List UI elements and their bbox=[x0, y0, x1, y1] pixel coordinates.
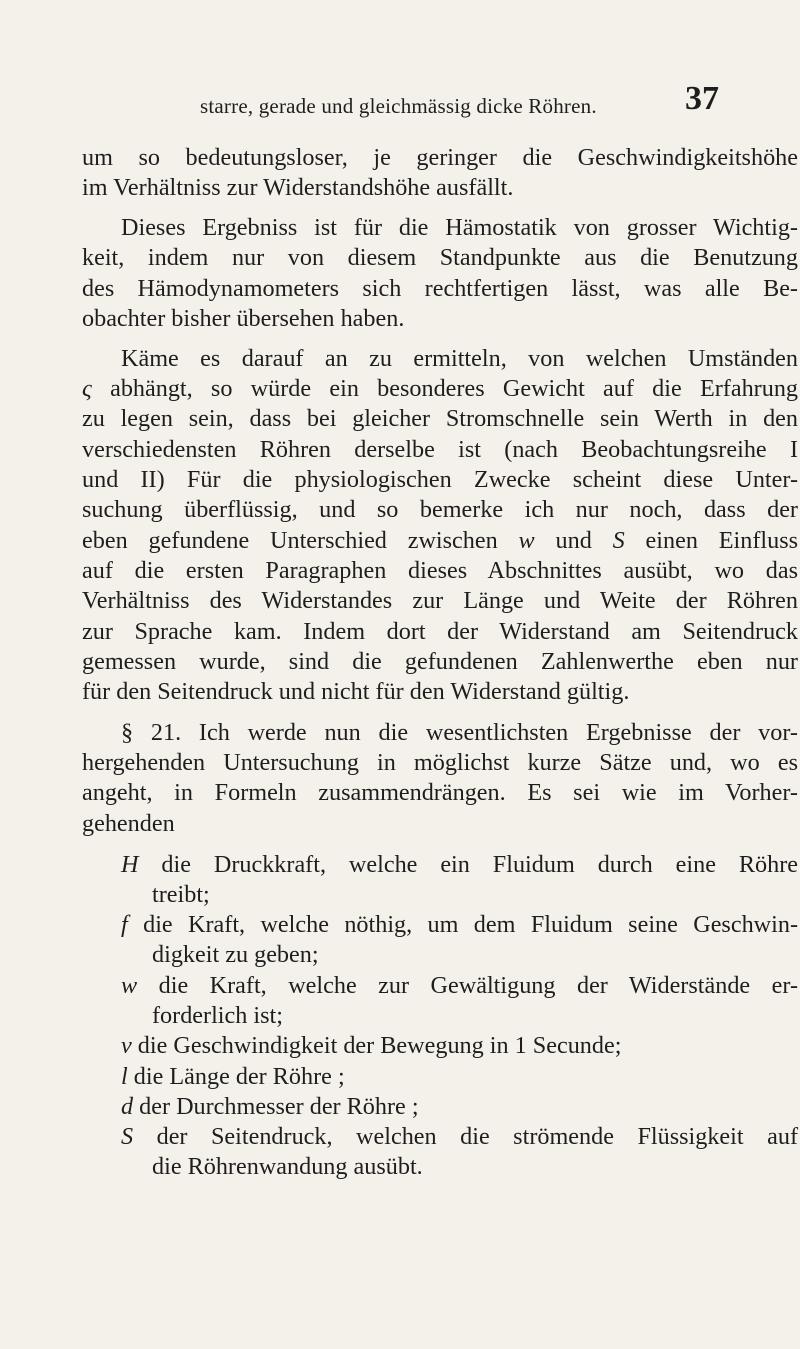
definition-symbol: f bbox=[121, 911, 128, 938]
text-line: suchung überflüssig, und so bemerke ich nur noch, dass der bbox=[82, 496, 798, 523]
text-line: zur Sprache kam. Indem dort der Widerstand am Seitendruck bbox=[82, 618, 798, 645]
definition-continuation: treibt; bbox=[152, 881, 210, 908]
text-line: Käme es darauf an zu ermitteln, von welchen Umständen bbox=[121, 345, 798, 372]
text-line: auf die ersten Paragraphen dieses Abschnittes ausübt, wo das bbox=[82, 557, 798, 584]
section-paragraph-start: § 21. Ich werde nun die wesentlichsten Ergebnisse der vor- bbox=[121, 719, 798, 746]
text-line: zu legen sein, dass bei gleicher Stromschnelle sein Werth in den bbox=[82, 405, 798, 432]
w-symbol: w bbox=[518, 527, 535, 554]
definition-item: H die Druckkraft, welche ein Fluidum durch eine Röhre bbox=[121, 851, 798, 878]
running-head: starre, gerade und gleichmässig dicke Röhren. bbox=[200, 94, 597, 118]
definition-symbol: S bbox=[121, 1123, 134, 1150]
text-line: um so bedeutungsloser, je geringer die Geschwindigkeitshöhe bbox=[82, 144, 798, 171]
text-line: angeht, in Formeln zusammendrängen. Es sei wie im Vorher- bbox=[82, 779, 798, 806]
S-symbol: S bbox=[612, 527, 625, 554]
text-line: des Hämodynamometers sich rechtfertigen lässt, was alle Be- bbox=[82, 275, 798, 302]
text-line: gehenden bbox=[82, 810, 175, 837]
text-line: obachter bisher übersehen haben. bbox=[82, 305, 405, 332]
text-line: im Verhältniss zur Widerstandshöhe ausfällt. bbox=[82, 174, 514, 201]
definition-symbol: d bbox=[121, 1093, 134, 1120]
text-line: Dieses Ergebniss ist für die Hämostatik von grosser Wichtig- bbox=[121, 214, 798, 241]
definition-item: S der Seitendruck, welchen die strömende Flüssigkeit auf bbox=[121, 1123, 798, 1150]
text-line: gemessen wurde, sind die gefundenen Zahlenwerthe eben nur bbox=[82, 648, 798, 675]
text-line: ς abhängt, so würde ein besonderes Gewicht auf die Erfahrung bbox=[82, 375, 799, 402]
page-number: 37 bbox=[685, 80, 719, 117]
text-line: für den Seitendruck und nicht für den Widerstand gültig. bbox=[82, 678, 630, 705]
definition-continuation: forderlich ist; bbox=[152, 1002, 283, 1029]
text-line: Verhältniss des Widerstandes zur Länge und Weite der Röhren bbox=[82, 587, 798, 614]
definition-item: v die Geschwindigkeit der Bewegung in 1 Secunde; bbox=[121, 1032, 622, 1059]
rho-symbol: ς bbox=[82, 375, 92, 402]
definition-symbol: w bbox=[121, 972, 138, 999]
text-line: eben gefundene Unterschied zwischen w und S einen Einfluss bbox=[82, 527, 799, 554]
definition-item: w die Kraft, welche zur Gewältigung der Widerstände er- bbox=[121, 972, 798, 999]
definition-continuation: die Röhrenwandung ausübt. bbox=[152, 1153, 423, 1180]
definition-symbol: v bbox=[121, 1032, 132, 1059]
definition-symbol: l bbox=[121, 1063, 128, 1090]
definition-item: d der Durchmesser der Röhre ; bbox=[121, 1093, 419, 1120]
text-line: verschiedensten Röhren derselbe ist (nach Beobachtungsreihe I bbox=[82, 436, 798, 463]
text-line: keit, indem nur von diesem Standpunkte aus die Benutzung bbox=[82, 244, 798, 271]
definition-item: l die Länge der Röhre ; bbox=[121, 1063, 345, 1090]
definition-continuation: digkeit zu geben; bbox=[152, 941, 319, 968]
definition-item: f die Kraft, welche nöthig, um dem Fluidum seine Geschwin- bbox=[121, 911, 799, 938]
page-header bbox=[82, 80, 798, 130]
definition-symbol: H bbox=[121, 851, 139, 878]
text-line: hergehenden Untersuchung in möglichst kurze Sätze und, wo es bbox=[82, 749, 798, 776]
text-line: und II) Für die physiologischen Zwecke scheint diese Unter- bbox=[82, 466, 798, 493]
